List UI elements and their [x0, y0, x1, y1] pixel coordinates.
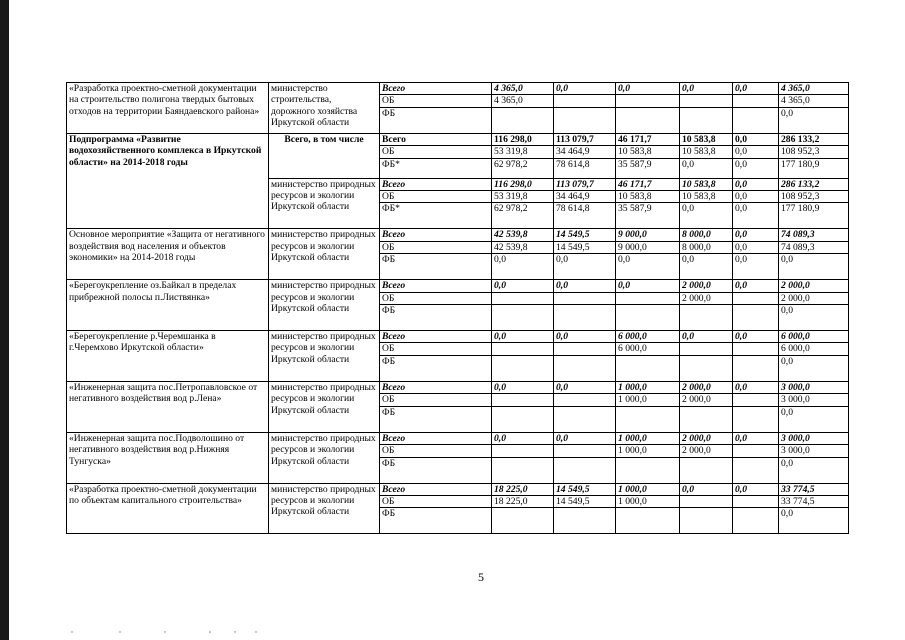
year-value-cell [733, 394, 779, 406]
year-value-cell: 62 978,2 [492, 203, 554, 229]
year-value-cell [554, 406, 616, 432]
year-value-cell [492, 406, 554, 432]
year-value-cell [492, 508, 554, 534]
funding-source-cell: ОБ [380, 495, 492, 507]
year-value-cell [616, 95, 680, 107]
year-value-cell [554, 107, 616, 133]
year-value-cell [733, 107, 779, 133]
executor-cell: министерство природных ресурсов и экологии Иркутской области [269, 178, 380, 229]
total-value-cell: 0,0 [779, 107, 849, 133]
year-value-cell [554, 95, 616, 107]
year-value-cell [733, 292, 779, 304]
funding-source-cell: ОБ [380, 191, 492, 203]
year-value-cell: 2 000,0 [680, 381, 733, 393]
total-value-cell: 177 180,9 [779, 203, 849, 229]
total-value-cell: 4 365,0 [779, 83, 849, 95]
funding-source-cell: ОБ [380, 241, 492, 253]
year-value-cell: 42 539,8 [492, 241, 554, 253]
year-value-cell [616, 355, 680, 381]
total-value-cell: 0,0 [779, 457, 849, 483]
total-value-cell: 2 000,0 [779, 292, 849, 304]
table-row [67, 280, 849, 292]
total-value-cell: 3 000,0 [779, 381, 849, 393]
year-value-cell [492, 445, 554, 457]
measure-name-cell: Подпрограмма «Развитие водохозяйственного комплекса в Иркутской области» на 2014-2018 годы [67, 133, 269, 229]
year-value-cell [492, 305, 554, 331]
funding-source-cell: Всего [380, 432, 492, 444]
total-value-cell: 74 089,3 [779, 241, 849, 253]
funding-source-cell: ФБ [380, 406, 492, 432]
funding-source-cell: ФБ [380, 107, 492, 133]
measure-name-cell: «Инженерная защита пос.Петропавловское от негативного воздействия вод р.Лена» [67, 381, 269, 432]
year-value-cell: 0,0 [616, 280, 680, 292]
year-value-cell: 1 000,0 [616, 483, 680, 495]
table-row [67, 133, 849, 145]
year-value-cell: 0,0 [733, 83, 779, 95]
funding-source-cell: ОБ [380, 394, 492, 406]
total-value-cell: 33 774,5 [779, 483, 849, 495]
year-value-cell: 0,0 [733, 158, 779, 178]
year-value-cell: 0,0 [733, 331, 779, 343]
year-value-cell: 0,0 [680, 158, 733, 178]
funding-source-cell: ОБ [380, 343, 492, 355]
year-value-cell [733, 445, 779, 457]
year-value-cell: 18 225,0 [492, 495, 554, 507]
measure-name-cell: «Инженерная защита пос.Подволошино от негативного воздействия вод р.Нижняя Тунгуска» [67, 432, 269, 483]
year-value-cell [616, 406, 680, 432]
year-value-cell [492, 457, 554, 483]
year-value-cell [554, 457, 616, 483]
year-value-cell: 35 587,9 [616, 158, 680, 178]
year-value-cell [680, 508, 733, 534]
total-value-cell: 6 000,0 [779, 331, 849, 343]
year-value-cell: 1 000,0 [616, 381, 680, 393]
year-value-cell: 10 583,8 [680, 146, 733, 158]
year-value-cell [680, 343, 733, 355]
executor-cell: Всего, в том числе [269, 133, 380, 178]
year-value-cell [680, 107, 733, 133]
year-value-cell: 1 000,0 [616, 495, 680, 507]
funding-source-cell: Всего [380, 229, 492, 241]
total-value-cell: 108 952,3 [779, 191, 849, 203]
year-value-cell: 4 365,0 [492, 83, 554, 95]
total-value-cell: 3 000,0 [779, 445, 849, 457]
year-value-cell [492, 107, 554, 133]
year-value-cell: 6 000,0 [616, 331, 680, 343]
year-value-cell: 62 978,2 [492, 158, 554, 178]
year-value-cell: 46 171,7 [616, 178, 680, 190]
table-row [67, 483, 849, 495]
year-value-cell: 18 225,0 [492, 483, 554, 495]
year-value-cell: 0,0 [680, 203, 733, 229]
measure-name-cell: «Берегоукрепление р.Черемшанка в г.Черемхово Иркутской области» [67, 331, 269, 382]
total-value-cell: 108 952,3 [779, 146, 849, 158]
funding-source-cell: Всего [380, 381, 492, 393]
table-row [67, 432, 849, 444]
year-value-cell: 0,0 [680, 254, 733, 280]
year-value-cell: 0,0 [733, 133, 779, 145]
year-value-cell: 0,0 [492, 280, 554, 292]
table-body [67, 83, 849, 534]
year-value-cell: 116 298,0 [492, 178, 554, 190]
year-value-cell [554, 292, 616, 304]
funding-source-cell: ОБ [380, 146, 492, 158]
year-value-cell: 10 583,8 [680, 178, 733, 190]
year-value-cell: 0,0 [733, 381, 779, 393]
year-value-cell [733, 343, 779, 355]
year-value-cell: 4 365,0 [492, 95, 554, 107]
year-value-cell: 0,0 [616, 83, 680, 95]
funding-source-cell: Всего [380, 331, 492, 343]
year-value-cell: 14 549,5 [554, 483, 616, 495]
measure-name-cell: «Разработка проектно-сметной документации по объектам капитального строительства» [67, 483, 269, 534]
total-value-cell: 0,0 [779, 406, 849, 432]
year-value-cell: 0,0 [733, 229, 779, 241]
executor-cell: министерство строительства, дорожного хозяйства Иркутской области [269, 83, 380, 134]
year-value-cell [680, 305, 733, 331]
year-value-cell: 1 000,0 [616, 445, 680, 457]
year-value-cell: 34 464,9 [554, 191, 616, 203]
funding-source-cell: ОБ [380, 95, 492, 107]
year-value-cell [733, 355, 779, 381]
year-value-cell [554, 305, 616, 331]
funding-source-cell: Всего [380, 280, 492, 292]
year-value-cell: 9 000,0 [616, 241, 680, 253]
total-value-cell: 177 180,9 [779, 158, 849, 178]
funding-source-cell: Всего [380, 83, 492, 95]
year-value-cell: 53 319,8 [492, 191, 554, 203]
total-value-cell: 286 133,2 [779, 178, 849, 190]
total-value-cell: 6 000,0 [779, 343, 849, 355]
year-value-cell: 1 000,0 [616, 394, 680, 406]
total-value-cell: 0,0 [779, 254, 849, 280]
year-value-cell [733, 457, 779, 483]
year-value-cell [733, 305, 779, 331]
funding-source-cell: ФБ [380, 355, 492, 381]
funding-source-cell: ОБ [380, 292, 492, 304]
table-row [67, 331, 849, 343]
year-value-cell: 78 614,8 [554, 158, 616, 178]
executor-cell: министерство природных ресурсов и экологии Иркутской области [269, 483, 380, 534]
year-value-cell [616, 107, 680, 133]
funding-source-cell: ФБ* [380, 203, 492, 229]
year-value-cell: 0,0 [492, 331, 554, 343]
funding-source-cell: Всего [380, 178, 492, 190]
year-value-cell [616, 305, 680, 331]
total-value-cell: 4 365,0 [779, 95, 849, 107]
total-value-cell: 33 774,5 [779, 495, 849, 507]
year-value-cell: 0,0 [733, 280, 779, 292]
year-value-cell: 2 000,0 [680, 280, 733, 292]
year-value-cell: 0,0 [733, 178, 779, 190]
year-value-cell [616, 292, 680, 304]
page-number: 5 [478, 570, 484, 584]
total-value-cell: 0,0 [779, 508, 849, 534]
year-value-cell: 0,0 [554, 432, 616, 444]
total-value-cell: 0,0 [779, 355, 849, 381]
year-value-cell [680, 406, 733, 432]
year-value-cell: 0,0 [680, 83, 733, 95]
year-value-cell [554, 355, 616, 381]
year-value-cell: 53 319,8 [492, 146, 554, 158]
year-value-cell [680, 95, 733, 107]
year-value-cell: 0,0 [733, 191, 779, 203]
year-value-cell: 0,0 [554, 381, 616, 393]
year-value-cell [733, 95, 779, 107]
year-value-cell: 0,0 [733, 241, 779, 253]
year-value-cell [733, 495, 779, 507]
total-value-cell: 286 133,2 [779, 133, 849, 145]
year-value-cell: 0,0 [680, 483, 733, 495]
year-value-cell: 14 549,5 [554, 495, 616, 507]
year-value-cell [554, 445, 616, 457]
year-value-cell: 116 298,0 [492, 133, 554, 145]
year-value-cell: 0,0 [492, 432, 554, 444]
year-value-cell: 0,0 [492, 381, 554, 393]
funding-source-cell: Всего [380, 133, 492, 145]
executor-cell: министерство природных ресурсов и экологии Иркутской области [269, 331, 380, 382]
funding-source-cell: ОБ [380, 445, 492, 457]
year-value-cell: 0,0 [492, 254, 554, 280]
funding-source-cell: ФБ [380, 457, 492, 483]
year-value-cell: 14 549,5 [554, 241, 616, 253]
year-value-cell [680, 457, 733, 483]
year-value-cell: 10 583,8 [680, 133, 733, 145]
year-value-cell: 10 583,8 [616, 146, 680, 158]
year-value-cell: 10 583,8 [616, 191, 680, 203]
total-value-cell: 74 089,3 [779, 229, 849, 241]
year-value-cell: 8 000,0 [680, 241, 733, 253]
year-value-cell: 34 464,9 [554, 146, 616, 158]
total-value-cell: 0,0 [779, 305, 849, 331]
table-row [67, 381, 849, 393]
scan-edge [0, 0, 9, 640]
year-value-cell: 0,0 [554, 331, 616, 343]
year-value-cell: 2 000,0 [680, 432, 733, 444]
year-value-cell: 0,0 [554, 254, 616, 280]
year-value-cell: 0,0 [680, 331, 733, 343]
year-value-cell: 9 000,0 [616, 229, 680, 241]
year-value-cell: 42 539,8 [492, 229, 554, 241]
year-value-cell: 46 171,7 [616, 133, 680, 145]
year-value-cell: 0,0 [733, 203, 779, 229]
year-value-cell [680, 495, 733, 507]
total-value-cell: 3 000,0 [779, 432, 849, 444]
year-value-cell [554, 394, 616, 406]
year-value-cell: 78 614,8 [554, 203, 616, 229]
year-value-cell [616, 508, 680, 534]
measure-name-cell: «Разработка проектно-сметной документации на строительство полигона твердых бытовых отходов на территории Баяндаевского района» [67, 83, 269, 134]
year-value-cell [492, 394, 554, 406]
executor-cell: министерство природных ресурсов и экологии Иркутской области [269, 381, 380, 432]
year-value-cell: 113 079,7 [554, 133, 616, 145]
year-value-cell: 2 000,0 [680, 445, 733, 457]
budget-table [66, 82, 849, 534]
funding-source-cell: ФБ* [380, 158, 492, 178]
year-value-cell [680, 355, 733, 381]
total-value-cell: 2 000,0 [779, 280, 849, 292]
year-value-cell [492, 292, 554, 304]
table-row [67, 83, 849, 95]
table-row [67, 229, 849, 241]
funding-source-cell: ФБ [380, 508, 492, 534]
year-value-cell: 1 000,0 [616, 432, 680, 444]
year-value-cell [554, 508, 616, 534]
measure-name-cell: Основное мероприятие «Защита от негативного воздействия вод населения и объектов экономики» на 2014-2018 годы [67, 229, 269, 280]
year-value-cell: 0,0 [733, 254, 779, 280]
year-value-cell [733, 406, 779, 432]
total-value-cell: 3 000,0 [779, 394, 849, 406]
year-value-cell [733, 508, 779, 534]
year-value-cell: 10 583,8 [680, 191, 733, 203]
year-value-cell: 0,0 [554, 83, 616, 95]
year-value-cell [616, 457, 680, 483]
measure-name-cell: «Берегоукрепление оз.Байкал в пределах прибрежной полосы п.Листвянка» [67, 280, 269, 331]
year-value-cell: 8 000,0 [680, 229, 733, 241]
year-value-cell: 6 000,0 [616, 343, 680, 355]
year-value-cell: 0,0 [733, 483, 779, 495]
executor-cell: министерство природных ресурсов и экологии Иркутской области [269, 280, 380, 331]
executor-cell: министерство природных ресурсов и экологии Иркутской области [269, 432, 380, 483]
year-value-cell: 2 000,0 [680, 292, 733, 304]
funding-source-cell: Всего [380, 483, 492, 495]
year-value-cell [554, 343, 616, 355]
year-value-cell: 113 079,7 [554, 178, 616, 190]
year-value-cell: 0,0 [616, 254, 680, 280]
scan-specks [60, 630, 360, 634]
funding-source-cell: ФБ [380, 305, 492, 331]
year-value-cell: 0,0 [554, 280, 616, 292]
document-page [66, 82, 848, 534]
year-value-cell: 0,0 [733, 432, 779, 444]
executor-cell: министерство природных ресурсов и экологии Иркутской области [269, 229, 380, 280]
year-value-cell: 2 000,0 [680, 394, 733, 406]
funding-source-cell: ФБ [380, 254, 492, 280]
year-value-cell [492, 355, 554, 381]
year-value-cell [492, 343, 554, 355]
year-value-cell: 14 549,5 [554, 229, 616, 241]
year-value-cell: 0,0 [733, 146, 779, 158]
year-value-cell: 35 587,9 [616, 203, 680, 229]
